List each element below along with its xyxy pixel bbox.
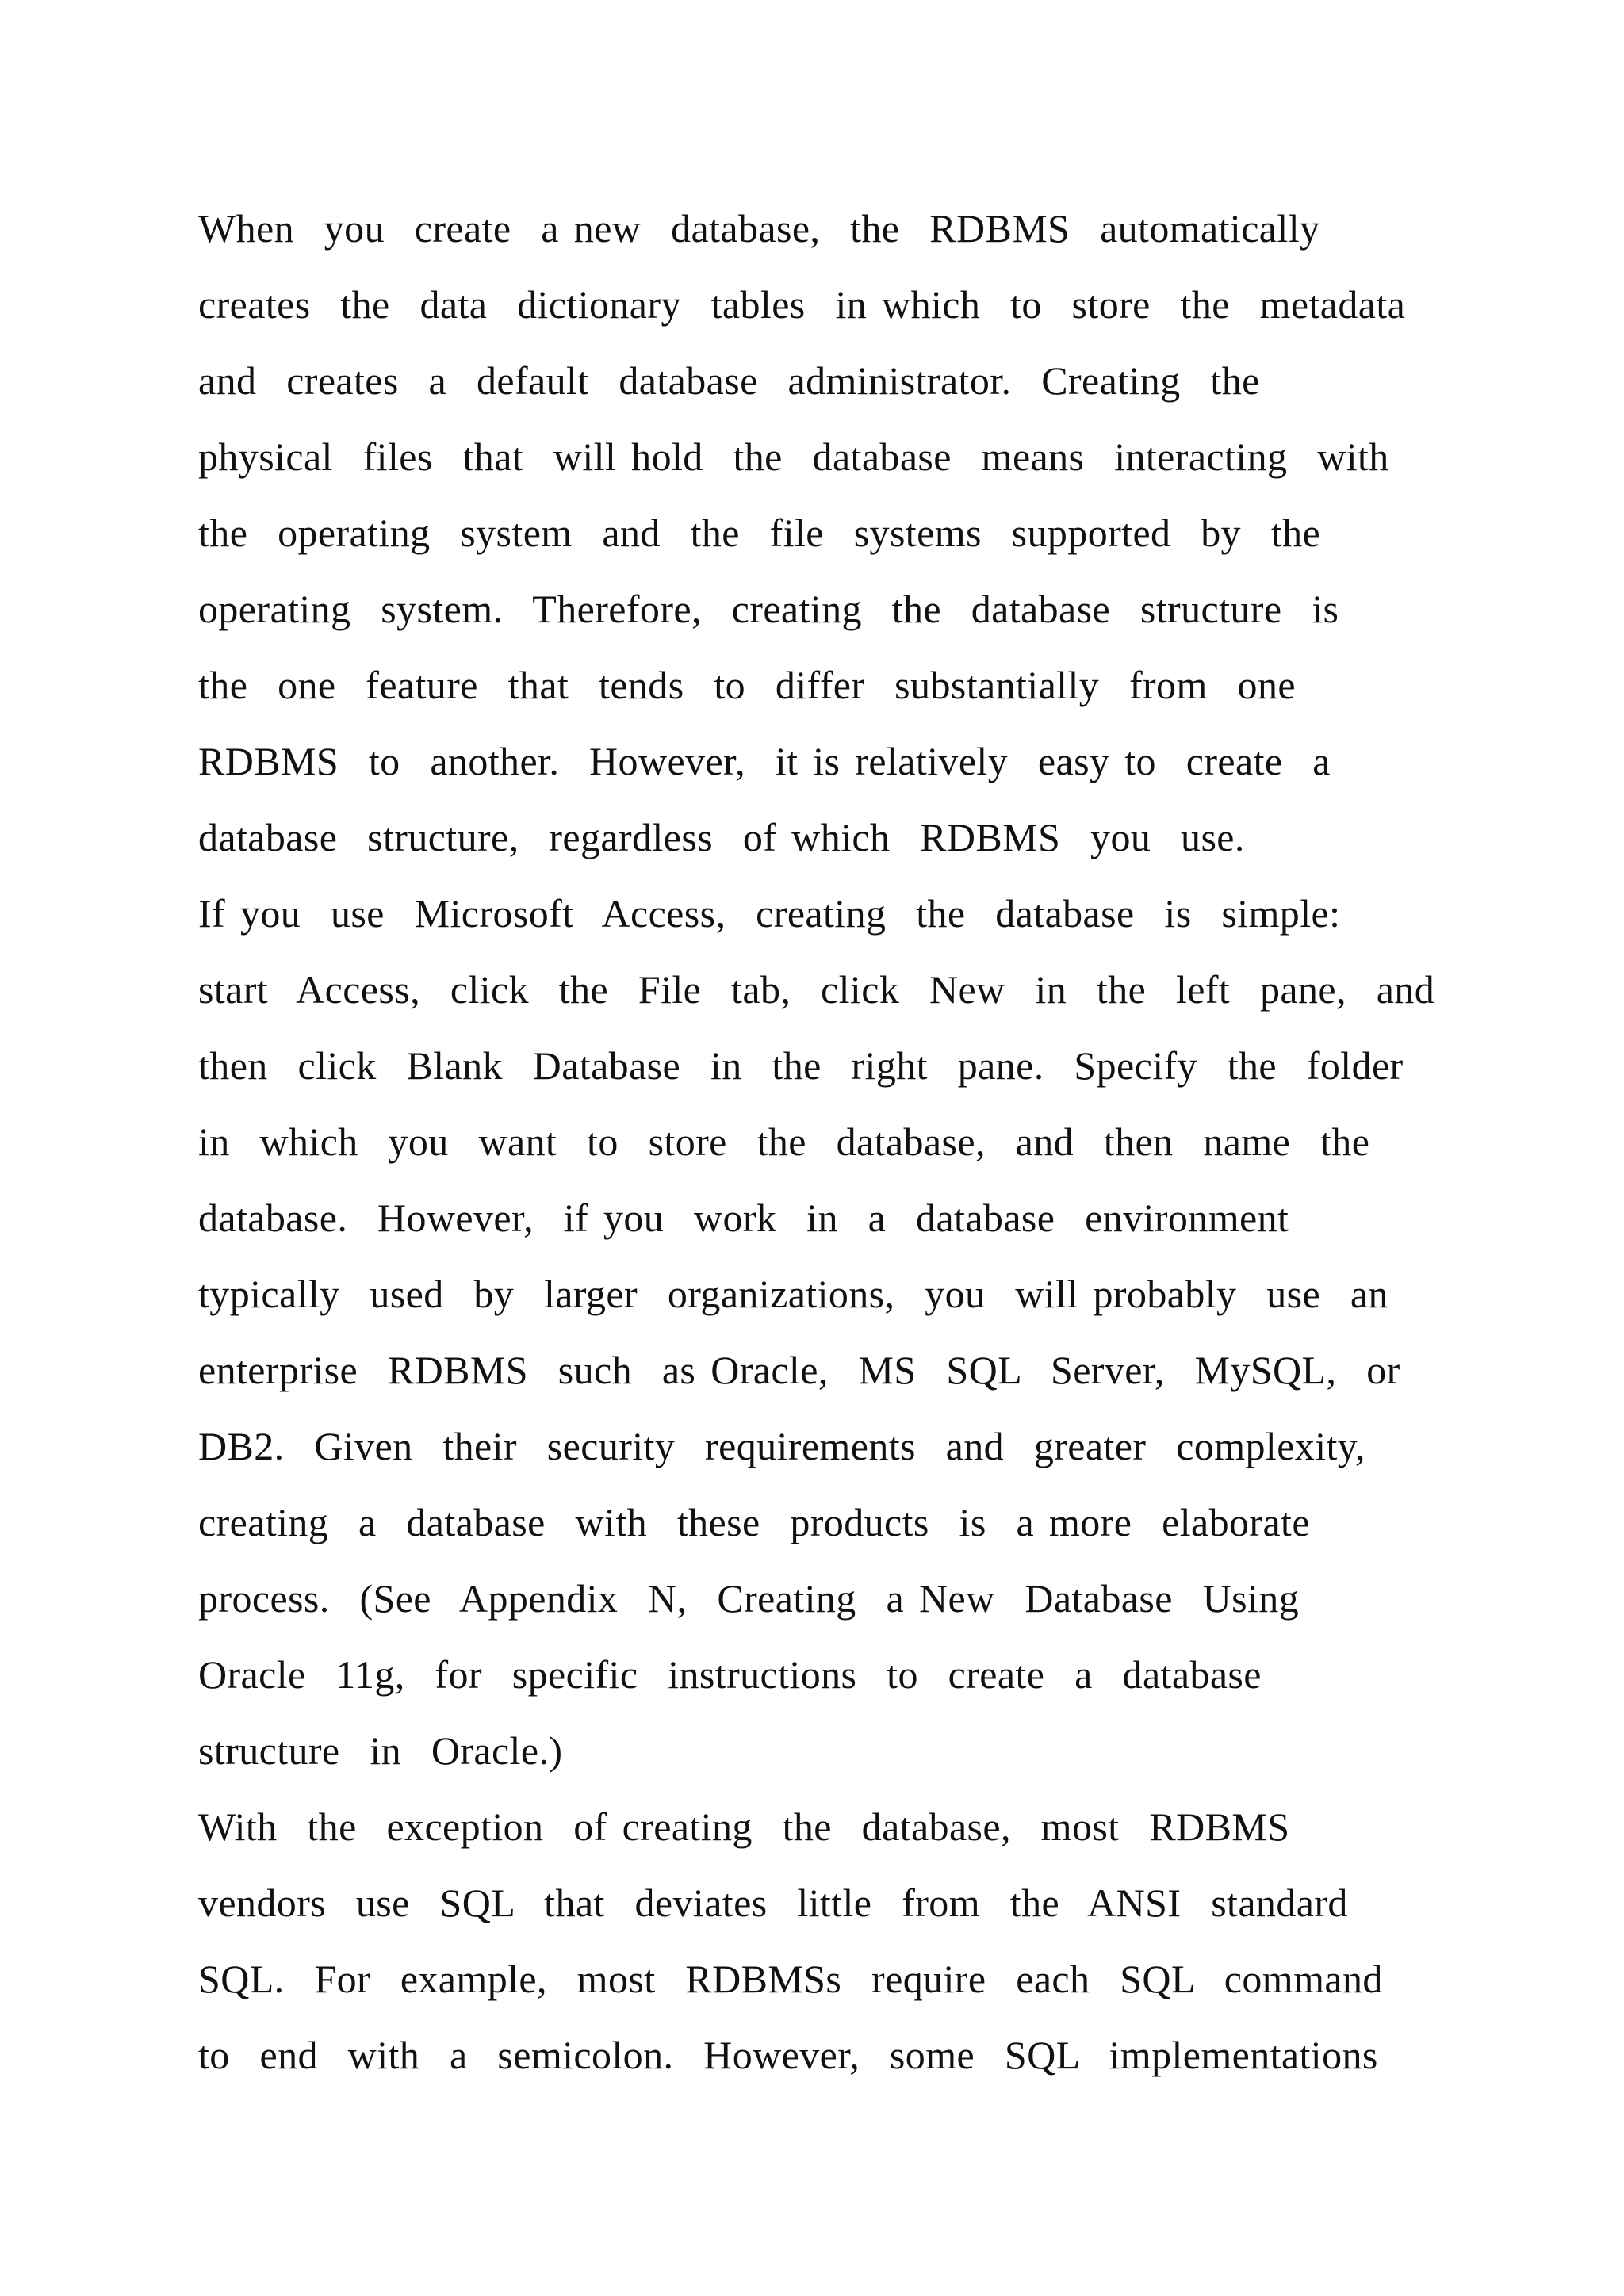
text-line: the one feature that tends to differ substantially from one: [198, 663, 1296, 707]
text-line: then click Blank Database in the right pane. Specify the folder: [198, 1043, 1404, 1088]
text-line: to end with a semicolon. However, some SQL implementations: [198, 2033, 1378, 2077]
text-line: DB2. Given their security requirements and greater complexity,: [198, 1424, 1365, 1468]
text-line: start Access, click the File tab, click New in the left pane, and: [198, 967, 1435, 1012]
text-line: database structure, regardless of which RDBMS you use.: [198, 815, 1245, 859]
text-line: Oracle 11g, for specific instructions to create a database: [198, 1652, 1262, 1697]
text-line: enterprise RDBMS such as Oracle, MS SQL Server, MySQL, or: [198, 1348, 1400, 1392]
text-line: operating system. Therefore, creating the database structure is: [198, 587, 1339, 631]
text-line: SQL. For example, most RDBMSs require each SQL command: [198, 1957, 1383, 2001]
text-line: With the exception of creating the database, most RDBMS: [198, 1804, 1290, 1849]
text-line: database. However, if you work in a database environment: [198, 1196, 1289, 1240]
body-text: [198, 190, 1435, 2093]
text-line: creates the data dictionary tables in which to store the metadata: [198, 282, 1406, 327]
text-line: and creates a default database administrator. Creating the: [198, 358, 1260, 403]
text-line: vendors use SQL that deviates little from the ANSI standard: [198, 1881, 1348, 1925]
text-line: RDBMS to another. However, it is relatively easy to create a: [198, 739, 1331, 783]
text-line: process. (See Appendix N, Creating a New Database Using: [198, 1576, 1300, 1621]
text-line: in which you want to store the database, and then name the: [198, 1119, 1370, 1164]
text-line: When you create a new database, the RDBMS automatically: [198, 206, 1320, 251]
text-line: If you use Microsoft Access, creating the database is simple:: [198, 891, 1341, 936]
text-line: creating a database with these products is a more elaborate: [198, 1500, 1310, 1544]
text-line: physical files that will hold the database means interacting with: [198, 434, 1389, 479]
text-line: typically used by larger organizations, you will probably use an: [198, 1272, 1388, 1316]
text-line: structure in Oracle.): [198, 1728, 563, 1773]
text-line: the operating system and the file systems supported by the: [198, 511, 1321, 555]
